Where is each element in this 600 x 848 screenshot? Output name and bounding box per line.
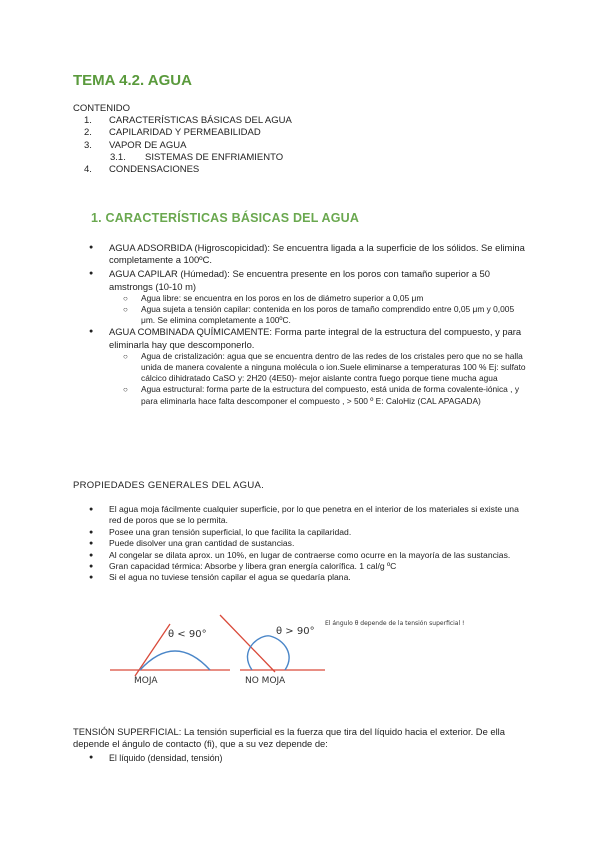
list-item: ● El agua moja fácilmente cualquier superficie, por lo que penetra en el interior de los materiales si existe una red de poros que se lo permita. [89, 504, 529, 527]
toc-item [84, 115, 292, 127]
sublist [89, 293, 529, 327]
contact-angle-diagram [110, 610, 490, 690]
list-subitem: ○ Agua sujeta a tensión capilar: contenida en los poros de tamaño comprendido entre 0,05 μm y 0,005 μm. Se elimina completamente a 100ºC. [123, 304, 529, 326]
table-of-contents [84, 115, 292, 176]
tangent-line-right [220, 615, 275, 672]
list-subitem: ○ Agua estructural: forma parte de la estructura del compuesto, está unida de forma covalente-iónica , y para eliminarla hace falta descomponer el compuesto , > 500 º E: CaloHiz (CAL APAGADA) [123, 384, 529, 406]
list-subitem: ○ Agua de cristalización: agua que se encuentra dentro de las redes de los cristales pero que no se halla unida de manera covalente a ninguna molécula o ion.Suele eliminarse a temperaturas 100 % Ej: sulfato cálcico dihidratado CaSO y: 2H20 (4E50)- mejor aislante contra fuego porque tiene mucha agua [123, 351, 529, 385]
toc-item-text: CONDENSACIONES [109, 164, 200, 176]
toc-item [84, 127, 292, 139]
properties-list [89, 504, 529, 584]
characteristics-list [89, 242, 529, 407]
tension-list [89, 752, 529, 764]
list-item: ● AGUA ADSORBIDA (Higroscopicidad): Se encuentra ligada a la superficie de los sólidos. Se elimina completamente a 100ºC. [89, 242, 529, 266]
list-item: ● AGUA COMBINADA QUÍMICAMENTE: Forma parte integral de la estructura del compuesto, y para eliminarla hay que descomponerlo. [89, 326, 529, 350]
wetting-drop-sketch [110, 624, 230, 686]
angle-label-left: θ < 90° [168, 629, 207, 640]
list-item: ● Posee una gran tensión superficial, lo que facilita la capilaridad. [89, 527, 529, 538]
toc-item-text: VAPOR DE AGUA [109, 139, 187, 151]
properties-label: PROPIEDADES GENERALES DEL AGUA. [73, 480, 265, 491]
page-title: TEMA 4.2. AGUA [73, 72, 192, 89]
toc-item-number: 2. [84, 127, 92, 139]
section-heading: 1. CARACTERÍSTICAS BÁSICAS DEL AGUA [91, 211, 360, 225]
sublist [89, 351, 529, 407]
surface-tension-paragraph: TENSIÓN SUPERFICIAL: La tensión superficial es la fuerza que tira del líquido hacia el exterior. De ella depende el ángulo de contacto (fi), que a su vez depende de: [73, 726, 505, 750]
toc-item-text: SISTEMAS DE ENFRIAMIENTO [145, 151, 284, 163]
list-item: ● Gran capacidad térmica: Absorbe y libera gran energía calorífica. 1 cal/g ºC [89, 561, 529, 572]
toc-item-number: 1. [84, 115, 92, 126]
toc-item-text: CAPILARIDAD Y PERMEABILIDAD [109, 127, 261, 139]
contents-label: CONTENIDO [73, 103, 130, 114]
non-wetting-drop-sketch [220, 615, 325, 686]
toc-item-number: 3. [84, 139, 92, 151]
list-subitem: ○ Agua libre: se encuentra en los poros en los de diámetro superior a 0,05 μm [123, 293, 529, 304]
tangent-line-left [135, 624, 170, 676]
toc-item-text: CARACTERÍSTICAS BÁSICAS DEL AGUA [109, 115, 292, 126]
toc-item [84, 140, 292, 152]
toc-item-number: 3.1. [110, 151, 126, 163]
toc-subitem [84, 152, 292, 164]
list-item: ● Puede disolver una gran cantidad de sustancias. [89, 538, 529, 549]
angle-note: El ángulo θ depende de la tensión superficial ! [325, 620, 465, 627]
toc-item-number: 4. [84, 164, 92, 176]
list-item: ● Si el agua no tuviese tensión capilar el agua se quedaría plana. [89, 572, 529, 583]
caption-no-moja: NO MOJA [245, 676, 286, 686]
caption-moja: MOJA [134, 676, 158, 686]
angle-label-right: θ > 90° [276, 626, 315, 637]
toc-item [84, 164, 292, 176]
list-item: ● El líquido (densidad, tensión) [89, 752, 529, 764]
list-item: ● Al congelar se dilata aprox. un 10%, en lugar de contraerse como ocurre en la mayoría de las sustancias. [89, 550, 529, 561]
list-item: ● AGUA CAPILAR (Húmedad): Se encuentra presente en los poros con tamaño superior a 50 amstrongs (10-10 m) [89, 268, 529, 292]
